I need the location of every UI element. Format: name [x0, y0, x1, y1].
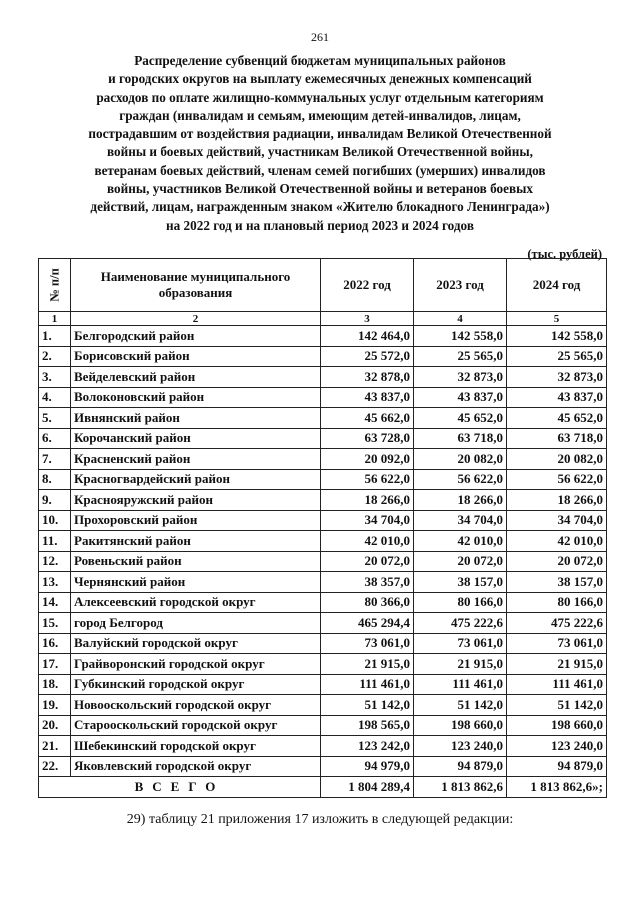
document-title: [60, 52, 580, 235]
column-index: 5: [507, 312, 607, 326]
row-municipality: Борисовский район: [71, 346, 321, 367]
row-municipality: Ровеньский район: [71, 551, 321, 572]
row-municipality: Алексеевский городской округ: [71, 592, 321, 613]
column-index: 3: [321, 312, 414, 326]
row-value-2022: 20 092,0: [321, 449, 414, 470]
row-municipality: Валуйский городской округ: [71, 633, 321, 654]
table-row: [39, 551, 607, 572]
title-line: пострадавшим от воздействия радиации, инвалидам Великой Отечественной: [88, 126, 552, 142]
row-value-2023: 94 879,0: [414, 756, 507, 777]
title-line: войны, участников Великой Отечественной войны и ветеранов боевых: [107, 181, 533, 197]
total-2022: 1 804 289,4: [321, 777, 414, 798]
row-number: 13.: [39, 572, 71, 593]
row-value-2023: 198 660,0: [414, 715, 507, 736]
row-municipality: Яковлевский городской округ: [71, 756, 321, 777]
row-municipality: Прохоровский район: [71, 510, 321, 531]
row-value-2023: 142 558,0: [414, 326, 507, 347]
row-value-2023: 42 010,0: [414, 531, 507, 552]
row-value-2024: 43 837,0: [507, 387, 607, 408]
row-value-2022: 80 366,0: [321, 592, 414, 613]
row-value-2022: 123 242,0: [321, 736, 414, 757]
row-number: 21.: [39, 736, 71, 757]
row-number: 7.: [39, 449, 71, 470]
total-2023: 1 813 862,6: [414, 777, 507, 798]
column-index: 2: [71, 312, 321, 326]
row-value-2023: 21 915,0: [414, 654, 507, 675]
row-number: 12.: [39, 551, 71, 572]
row-value-2024: 25 565,0: [507, 346, 607, 367]
row-value-2024: 42 010,0: [507, 531, 607, 552]
title-line: Распределение субвенций бюджетам муниципальных районов: [134, 53, 506, 68]
row-value-2024: 20 082,0: [507, 449, 607, 470]
row-value-2024: 80 166,0: [507, 592, 607, 613]
table-row: [39, 326, 607, 347]
row-number: 18.: [39, 674, 71, 695]
row-value-2024: 45 652,0: [507, 408, 607, 429]
row-value-2024: 94 879,0: [507, 756, 607, 777]
row-value-2023: 56 622,0: [414, 469, 507, 490]
row-value-2022: 34 704,0: [321, 510, 414, 531]
row-value-2023: 25 565,0: [414, 346, 507, 367]
header-2022: 2022 год: [321, 259, 414, 312]
table-row: [39, 469, 607, 490]
row-municipality: Шебекинский городской округ: [71, 736, 321, 757]
row-value-2022: 18 266,0: [321, 490, 414, 511]
subvention-table: [38, 258, 607, 798]
table-row: [39, 695, 607, 716]
row-number: 6.: [39, 428, 71, 449]
row-number: 5.: [39, 408, 71, 429]
table-row: [39, 572, 607, 593]
row-value-2023: 45 652,0: [414, 408, 507, 429]
row-number: 3.: [39, 367, 71, 388]
title-line: войны и боевых действий, участникам Великой Отечественной войны,: [107, 144, 533, 160]
row-municipality: Губкинский городской округ: [71, 674, 321, 695]
row-value-2022: 63 728,0: [321, 428, 414, 449]
row-number: 15.: [39, 613, 71, 634]
header-2024: 2024 год: [507, 259, 607, 312]
total-label: ВСЕГО: [39, 777, 321, 798]
row-value-2023: 73 061,0: [414, 633, 507, 654]
title-line: расходов по оплате жилищно-коммунальных услуг отдельным категориям: [96, 89, 544, 105]
row-value-2022: 465 294,4: [321, 613, 414, 634]
row-value-2022: 198 565,0: [321, 715, 414, 736]
total-row: [39, 777, 607, 798]
row-municipality: город Белгород: [71, 613, 321, 634]
row-value-2023: 32 873,0: [414, 367, 507, 388]
row-value-2023: 38 157,0: [414, 572, 507, 593]
column-index: 1: [39, 312, 71, 326]
row-value-2022: 94 979,0: [321, 756, 414, 777]
amendment-note: 29) таблицу 21 приложения 17 изложить в следующей редакции:: [126, 812, 514, 827]
row-municipality: Красногвардейский район: [71, 469, 321, 490]
table-row: [39, 674, 607, 695]
row-value-2022: 56 622,0: [321, 469, 414, 490]
row-value-2022: 38 357,0: [321, 572, 414, 593]
row-value-2024: 21 915,0: [507, 654, 607, 675]
header-num: [39, 259, 71, 312]
total-2024: 1 813 862,6»;: [507, 777, 607, 798]
row-municipality: Ивнянский район: [71, 408, 321, 429]
row-value-2024: 73 061,0: [507, 633, 607, 654]
row-value-2023: 80 166,0: [414, 592, 507, 613]
row-municipality: Старооскольский городской округ: [71, 715, 321, 736]
table-row: [39, 592, 607, 613]
table-row: [39, 756, 607, 777]
row-number: 16.: [39, 633, 71, 654]
header-name: Наименование муниципального образования: [71, 259, 321, 312]
row-value-2022: 73 061,0: [321, 633, 414, 654]
row-value-2023: 20 072,0: [414, 551, 507, 572]
row-value-2023: 18 266,0: [414, 490, 507, 511]
row-number: 9.: [39, 490, 71, 511]
row-municipality: Чернянский район: [71, 572, 321, 593]
row-value-2022: 51 142,0: [321, 695, 414, 716]
row-value-2022: 142 464,0: [321, 326, 414, 347]
table-body: [39, 326, 607, 777]
row-value-2023: 63 718,0: [414, 428, 507, 449]
table-row: [39, 387, 607, 408]
row-value-2022: 25 572,0: [321, 346, 414, 367]
row-number: 11.: [39, 531, 71, 552]
row-municipality: Вейделевский район: [71, 367, 321, 388]
row-municipality: Волоконовский район: [71, 387, 321, 408]
row-municipality: Белгородский район: [71, 326, 321, 347]
row-municipality: Ракитянский район: [71, 531, 321, 552]
row-value-2024: 51 142,0: [507, 695, 607, 716]
table-row: [39, 346, 607, 367]
table-row: [39, 408, 607, 429]
title-line: граждан (инвалидам и семьям, имеющим детей-инвалидов, лицам,: [119, 107, 521, 123]
table-row: [39, 449, 607, 470]
table-header-row: [39, 259, 607, 312]
row-value-2023: 475 222,6: [414, 613, 507, 634]
row-value-2022: 111 461,0: [321, 674, 414, 695]
row-number: 10.: [39, 510, 71, 531]
row-value-2023: 51 142,0: [414, 695, 507, 716]
table-row: [39, 613, 607, 634]
row-municipality: Красненский район: [71, 449, 321, 470]
row-value-2022: 45 662,0: [321, 408, 414, 429]
row-value-2023: 123 240,0: [414, 736, 507, 757]
row-municipality: Краснояружский район: [71, 490, 321, 511]
table-row: [39, 531, 607, 552]
row-number: 8.: [39, 469, 71, 490]
row-value-2024: 123 240,0: [507, 736, 607, 757]
row-number: 14.: [39, 592, 71, 613]
row-value-2023: 111 461,0: [414, 674, 507, 695]
row-number: 4.: [39, 387, 71, 408]
table-row: [39, 490, 607, 511]
row-value-2024: 56 622,0: [507, 469, 607, 490]
row-number: 1.: [39, 326, 71, 347]
row-value-2022: 43 837,0: [321, 387, 414, 408]
row-value-2023: 20 082,0: [414, 449, 507, 470]
table-row: [39, 736, 607, 757]
row-value-2024: 142 558,0: [507, 326, 607, 347]
units-label: (тыс. рублей): [527, 247, 602, 261]
row-value-2024: 18 266,0: [507, 490, 607, 511]
row-value-2024: 20 072,0: [507, 551, 607, 572]
row-municipality: Корочанский район: [71, 428, 321, 449]
row-value-2024: 198 660,0: [507, 715, 607, 736]
row-municipality: Грайворонский городской округ: [71, 654, 321, 675]
row-value-2022: 21 915,0: [321, 654, 414, 675]
header-2023: 2023 год: [414, 259, 507, 312]
row-number: 2.: [39, 346, 71, 367]
row-number: 17.: [39, 654, 71, 675]
table-row: [39, 510, 607, 531]
row-value-2022: 42 010,0: [321, 531, 414, 552]
row-value-2022: 20 072,0: [321, 551, 414, 572]
row-value-2024: 111 461,0: [507, 674, 607, 695]
column-index: 4: [414, 312, 507, 326]
title-line: действий, лицам, награжденным знаком «Жителю блокадного Ленинграда»): [90, 199, 550, 215]
page-number: 261: [311, 30, 329, 44]
header-num-label: № п/п: [47, 268, 62, 302]
row-value-2024: 475 222,6: [507, 613, 607, 634]
row-number: 22.: [39, 756, 71, 777]
row-value-2024: 38 157,0: [507, 572, 607, 593]
row-number: 19.: [39, 695, 71, 716]
row-value-2024: 34 704,0: [507, 510, 607, 531]
column-index-row: [39, 312, 607, 326]
row-value-2024: 32 873,0: [507, 367, 607, 388]
title-line: на 2022 год и на плановый период 2023 и 2024 годов: [166, 217, 474, 233]
row-value-2022: 32 878,0: [321, 367, 414, 388]
row-number: 20.: [39, 715, 71, 736]
title-line: и городских округов на выплату ежемесячных денежных компенсаций: [108, 71, 532, 87]
row-municipality: Новооскольский городской округ: [71, 695, 321, 716]
table-row: [39, 428, 607, 449]
row-value-2023: 43 837,0: [414, 387, 507, 408]
table-row: [39, 715, 607, 736]
table-row: [39, 654, 607, 675]
title-line: ветеранам боевых действий, членам семей погибших (умерших) инвалидов: [94, 162, 546, 178]
table-row: [39, 633, 607, 654]
row-value-2023: 34 704,0: [414, 510, 507, 531]
table-row: [39, 367, 607, 388]
row-value-2024: 63 718,0: [507, 428, 607, 449]
